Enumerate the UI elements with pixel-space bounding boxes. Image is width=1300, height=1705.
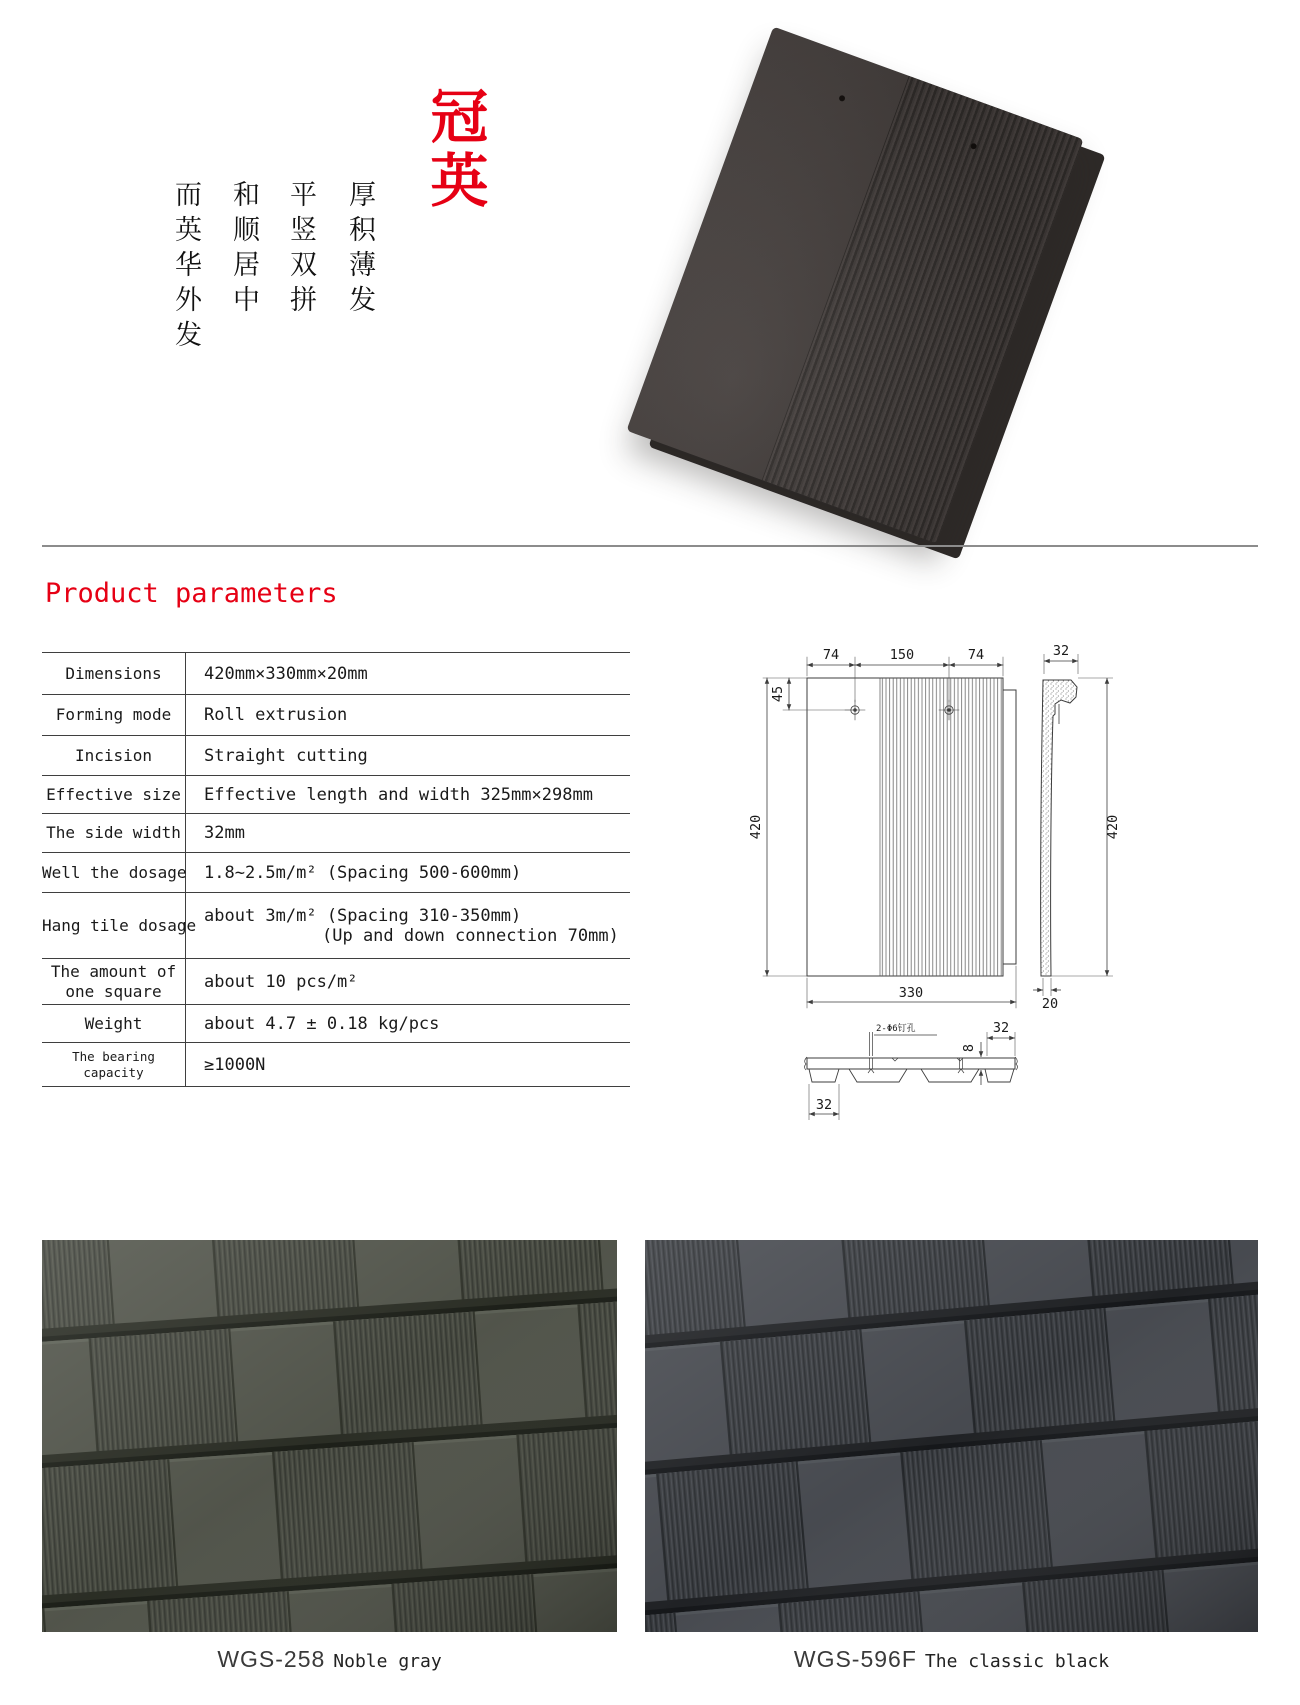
hero-tile-photo <box>626 27 1083 544</box>
row-label: The side width <box>42 814 186 853</box>
dimension-label: 150 <box>889 647 915 663</box>
plan-view <box>748 647 1016 1008</box>
row-value: about 10 pcs/m² <box>204 971 358 992</box>
table-row <box>42 1005 630 1043</box>
slogan-column: 而英华外发 <box>170 180 201 355</box>
technical-drawing <box>745 628 1175 1128</box>
row-value: Roll extrusion <box>204 705 348 725</box>
row-value: about 3m/m² (Spacing 310-350mm) (Up and down connection 70mm) <box>204 905 619 946</box>
dimension-label: 32 <box>992 1020 1010 1036</box>
dimension-label: 20 <box>1041 996 1059 1012</box>
product-photo-classic-black <box>645 1240 1258 1632</box>
product-code: WGS-596F <box>793 1646 917 1672</box>
row-label: Dimensions <box>42 653 186 695</box>
product-photo-noble-gray <box>42 1240 617 1632</box>
brand-title: 冠英 <box>420 86 489 214</box>
row-label: Weight <box>42 1005 186 1043</box>
row-label: Hang tile dosage <box>42 893 186 959</box>
table-row <box>42 959 630 1005</box>
row-label: Forming mode <box>42 695 186 736</box>
dimension-label: 32 <box>1052 643 1070 659</box>
product-code: WGS-258 <box>217 1646 326 1672</box>
divider <box>42 545 1258 547</box>
product-label <box>42 1646 617 1673</box>
parameters-table <box>42 652 630 1087</box>
dimension-label: 8 <box>961 1043 977 1053</box>
hole-callout-label: 2-Φ6钉孔 <box>876 1024 916 1034</box>
row-value: Straight cutting <box>204 745 368 766</box>
dimension-label: 420 <box>1105 814 1121 840</box>
row-label: Effective size <box>42 776 186 814</box>
dimension-label: 330 <box>898 985 924 1001</box>
dimension-label: 74 <box>822 647 840 663</box>
slogan-column: 和顺居中 <box>228 180 259 320</box>
row-label: Incision <box>42 736 186 776</box>
table-row <box>42 853 630 893</box>
row-value: Effective length and width 325mm×298mm <box>204 784 593 805</box>
table-row <box>42 1043 630 1087</box>
row-label: Well the dosage <box>42 853 186 893</box>
table-row <box>42 814 630 853</box>
row-value: 32mm <box>204 823 245 843</box>
dimension-label: 45 <box>770 685 786 703</box>
tile-sheen <box>626 27 1083 544</box>
table-row <box>42 776 630 814</box>
dimension-label: 74 <box>967 647 985 663</box>
side-view <box>1033 643 1121 1012</box>
product-label <box>645 1646 1258 1673</box>
row-value: about 4.7 ± 0.18 kg/pcs <box>204 1013 440 1034</box>
product-name: Noble gray <box>333 1651 442 1672</box>
table-row <box>42 653 630 695</box>
table-row <box>42 893 630 959</box>
section-heading: Product parameters <box>45 578 338 609</box>
table-row <box>42 736 630 776</box>
row-value: ≥1000N <box>204 1054 266 1075</box>
row-value: 420mm×330mm×20mm <box>204 663 368 684</box>
dimension-label: 32 <box>815 1097 833 1113</box>
row-label: The amount of one square <box>42 959 186 1005</box>
product-name: The classic black <box>924 1651 1110 1672</box>
table-row <box>42 695 630 736</box>
row-value: 1.8~2.5m/m² (Spacing 500-600mm) <box>204 862 522 883</box>
row-label: The bearing capacity <box>42 1043 186 1087</box>
dimension-label: 420 <box>748 814 764 840</box>
slogan-column: 厚积薄发 <box>344 180 375 320</box>
slogan-column: 平竖双拼 <box>285 180 316 320</box>
section-view <box>805 1020 1018 1120</box>
